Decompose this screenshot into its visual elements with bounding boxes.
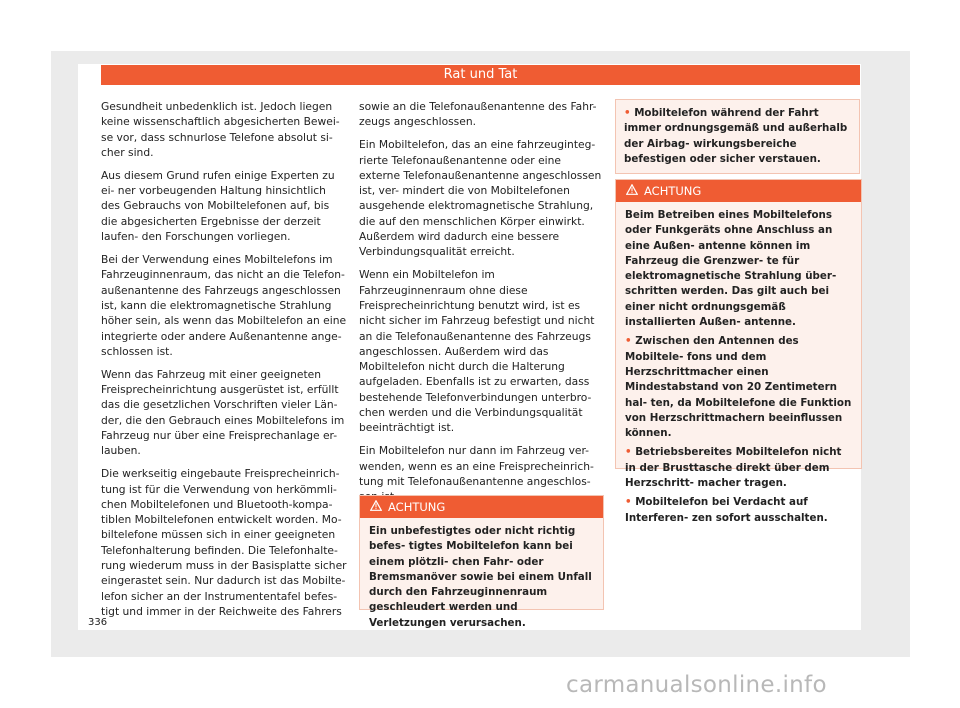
watermark: carmanualsonline.info [566,672,827,698]
warning-header [360,496,603,518]
warning-body [360,518,603,643]
section-header: Rat und Tat [101,65,860,85]
warning-title: ACHTUNG [388,500,446,514]
note-text: Mobiltelefon während der Fahrt immer ordnungsgemäß und außerhalb der Airbag- wirkungsbereiche befestigen oder sicher verstauen. [624,107,848,165]
bullet-icon: • [625,496,632,509]
warning-item: • Mobiltelefon bei Verdacht auf Interferen- zen sofort ausschalten. [625,496,828,524]
warning-item: • Betriebsbereites Mobiltelefon nicht in der Brusttasche direkt über dem Herzschritt- macher tragen. [625,446,842,490]
text-column-2 [359,99,603,512]
warning-item: • Zwischen den Antennen des Mobiltele- fons und dem Herzschrittmacher einen Mindestabstand von 20 Zentimetern hal- ten, da Mobiltelefone die Funktion von Herzschrittmachern beeinflussen können. [625,335,852,440]
paragraph: Bei der Verwendung eines Mobiltelefons im Fahrzeuginnenraum, das nicht an die Telefon- außenantenne des Fahrzeugs angeschlossen ist, kann die elektromagnetische Strahlung höher sein, als wenn das Mobiltelefon an eine integrierte oder andere Außenantenne ange- schlossen ist. [101,253,347,358]
text-column-1 [101,99,347,627]
paragraph: Gesundheit unbedenklich ist. Jedoch liegen keine wissenschaftlich abgesicherten Bewei- se vor, dass schnurlose Telefone absolut si- cher sind. [101,100,340,159]
paragraph: Wenn ein Mobiltelefon im Fahrzeuginnenraum ohne diese Freisprecheinrichtung benutzt wird, ist es nicht sicher im Fahrzeug befestigt und nicht an die Telefonaußenantenne des Fahrzeugs angeschlossen. Außerdem wird das Mobiltelefon nicht durch die Halterung aufgeladen. Ebenfalls ist zu erwarten, dass bestehende Telefonverbindungen unterbro- chen werden und die Verbindungsqualität beeinträchtigt ist. [359,268,595,435]
paragraph: Ein Mobiltelefon, das an eine fahrzeuginteg- rierte Telefonaußenantenne oder eine externe Telefonaußenantenne angeschlossen ist, ver- mindert die von Mobiltelefonen ausgehende elektromagnetische Strahlung, die auf den menschlichen Körper einwirkt. Außerdem wird dadurch eine bessere Verbindungsqualität erreicht. [359,138,602,259]
paragraph: Aus diesem Grund rufen einige Experten zu ei- ner vorbeugenden Haltung hinsichtlich des Gebrauchs von Mobiltelefonen auf, bis die abgesicherten Ergebnisse der derzeit laufen- den Forschungen vorliegen. [101,168,335,244]
warning-title: ACHTUNG [644,184,702,198]
paragraph: Ein Mobiltelefon nur dann im Fahrzeug ver- wenden, wenn es an eine Freisprecheinrich- tung mit Telefonaußenantenne angeschlos- [359,444,594,488]
warning-box-2 [615,179,862,524]
paragraph: Die werkseitig eingebaute Freisprecheinrich- tung ist für die Verwendung von herkömmli- chen Mobiltelefonen und Bluetooth-kompa- tiblen Mobiltelefonen entwickelt worden. Mo- biltelefone müssen sich in einer geeigneten Telefonhalterung befinden. Die Telefonhalte- rung wiederum muss in der Basisplatte sicher eingerastet sein. Nur dadurch ist das Mobilte- lefon sicher an der Instrumententafel befes- tigt und immer in der Reichweite des Fahrers [101,467,347,618]
warning-triangle-icon [626,180,638,202]
note-box [615,99,860,174]
warning-text: Ein unbefestigtes oder nicht richtig befes- tigtes Mobiltelefon kann bei einem plötzli- chen Fahr- oder Bremsmanöver sowie bei einem Unfall durch den Fahrzeuginnenraum geschleudert werden und Verletzungen verursachen. [369,525,592,629]
bullet-icon: • [625,335,632,348]
warning-triangle-icon [370,496,382,518]
bullet-icon: • [625,446,632,459]
bullet-icon: • [624,107,631,119]
text-column-3 [615,99,860,174]
paragraph: sowie an die Telefonaußenantenne des Fahr- zeugs angeschlossen. [359,100,597,129]
paragraph: Wenn das Fahrzeug mit einer geeigneten Freisprecheinrichtung ausgerüstet ist, erfüllt das die gesetzlichen Vorschriften vieler Län- der, die den Gebrauch eines Mobiltelefons im Fahrzeug nur über eine Freisprechanlage er- lauben. [101,367,345,458]
page-number: 336 [88,617,108,628]
warning-body [616,202,861,538]
warning-header [616,180,861,202]
warning-intro: Beim Betreiben eines Mobiltelefons oder Funkgeräts ohne Anschluss an eine Außen- antenne können im Fahrzeug die Grenzwer- te für elektromagnetische Strahlung über- schritten werden. Das gilt auch bei einer nicht ordnungsgemäß installierten Außen- antenne. [625,209,837,329]
warning-box-1 [359,495,604,629]
